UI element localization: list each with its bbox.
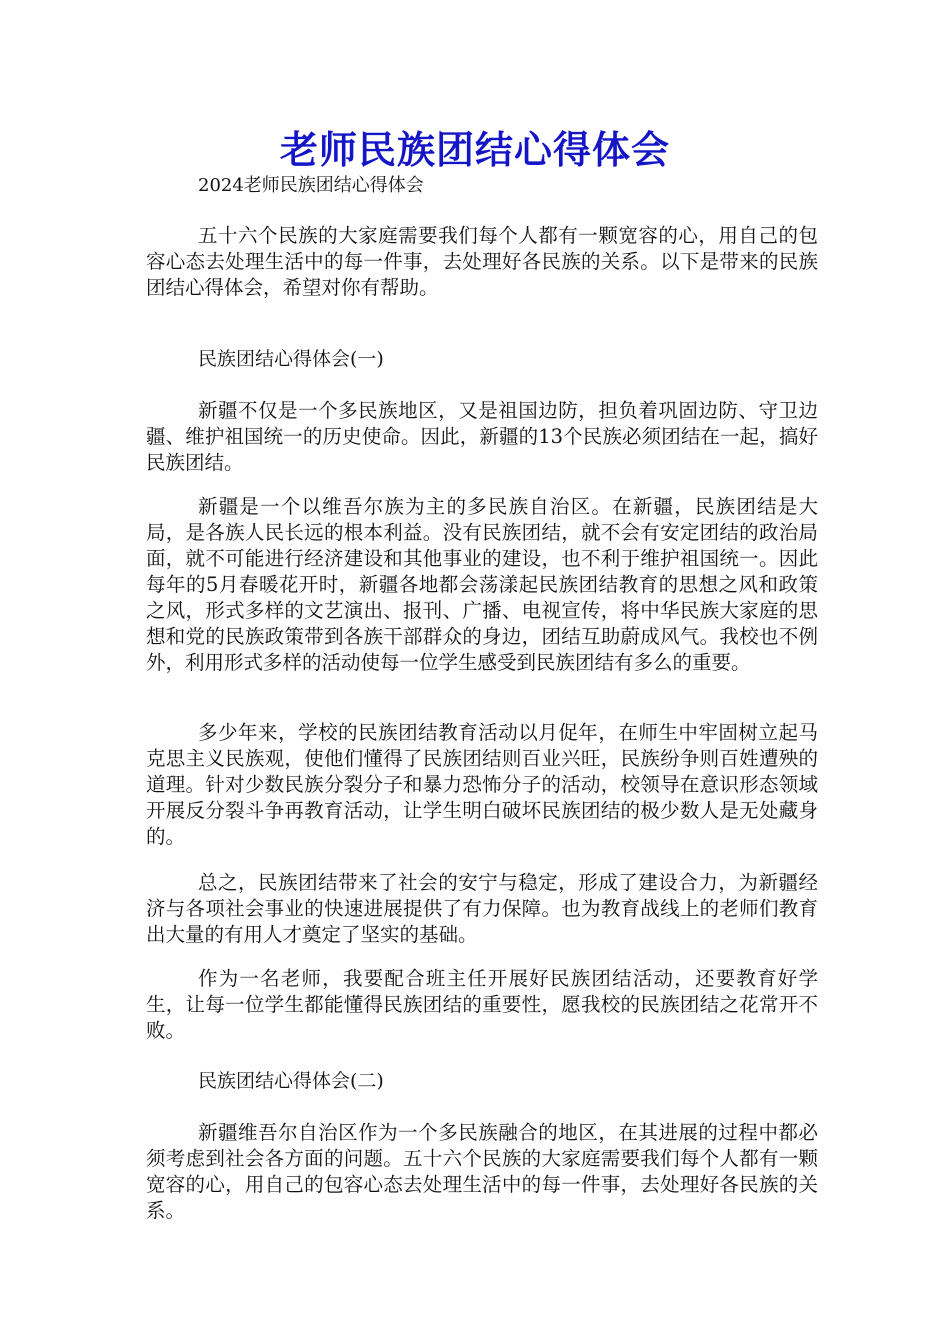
section1-paragraph-5: 作为一名老师，我要配合班主任开展好民族团结活动，还要教育好学生，让每一位学生都能懂得民族团结的重要性，愿我校的民族团结之花常开不败。 xyxy=(146,967,818,1042)
section1-paragraph-4: 总之，民族团结带来了社会的安宁与稳定，形成了建设合力，为新疆经济与各项社会事业的快速进展提供了有力保障。也为教育战线上的老师们教育出大量的有用人才奠定了坚实的基础。 xyxy=(146,871,818,946)
section2-paragraph-1: 新疆维吾尔自治区作为一个多民族融合的地区，在其进展的过程中都必须考虑到社会各方面的问题。五十六个民族的大家庭需要我们每个人都有一颗宽容的心，用自己的包容心态去处理生活中的每一件事，去处理好各民族的关系。 xyxy=(146,1121,818,1222)
section-heading-2: 民族团结心得体会(二) xyxy=(198,1070,384,1092)
section1-paragraph-3: 多少年来，学校的民族团结教育活动以月促年，在师生中牢固树立起马克思主义民族观，使他们懂得了民族团结则百业兴旺，民族纷争则百姓遭殃的道理。针对少数民族分裂分子和暴力恐怖分子的活动，校领导在意识形态领域开展反分裂斗争再教育活动，让学生明白破坏民族团结的极少数人是无处藏身的。 xyxy=(146,721,818,848)
document-subtitle: 2024老师民族团结心得体会 xyxy=(198,175,424,196)
document-title: 老师民族团结心得体会 xyxy=(279,128,670,172)
section-heading-1: 民族团结心得体会(一) xyxy=(198,348,384,370)
intro-paragraph: 五十六个民族的大家庭需要我们每个人都有一颗宽容的心，用自己的包容心态去处理生活中的每一件事，去处理好各民族的关系。以下是带来的民族团结心得体会，希望对你有帮助。 xyxy=(146,224,818,299)
section1-paragraph-2: 新疆是一个以维吾尔族为主的多民族自治区。在新疆，民族团结是大局，是各族人民长远的根本利益。没有民族团结，就不会有安定团结的政治局面，就不可能进行经济建设和其他事业的建设，也不利于维护祖国统一。因此每年的5月春暖花开时，新疆各地都会荡漾起民族团结教育的思想之风和政策之风，形式多样的文艺演出、报刊、广播、电视宣传，将中华民族大家庭的思想和党的民族政策带到各族干部群众的身边，团结互助蔚成风气。我校也不例外，利用形式多样的活动使每一位学生感受到民族团结有多么的重要。 xyxy=(146,495,818,674)
section1-paragraph-1: 新疆不仅是一个多民族地区，又是祖国边防，担负着巩固边防、守卫边疆、维护祖国统一的历史使命。因此，新疆的13个民族必须团结在一起，搞好民族团结。 xyxy=(146,399,818,474)
